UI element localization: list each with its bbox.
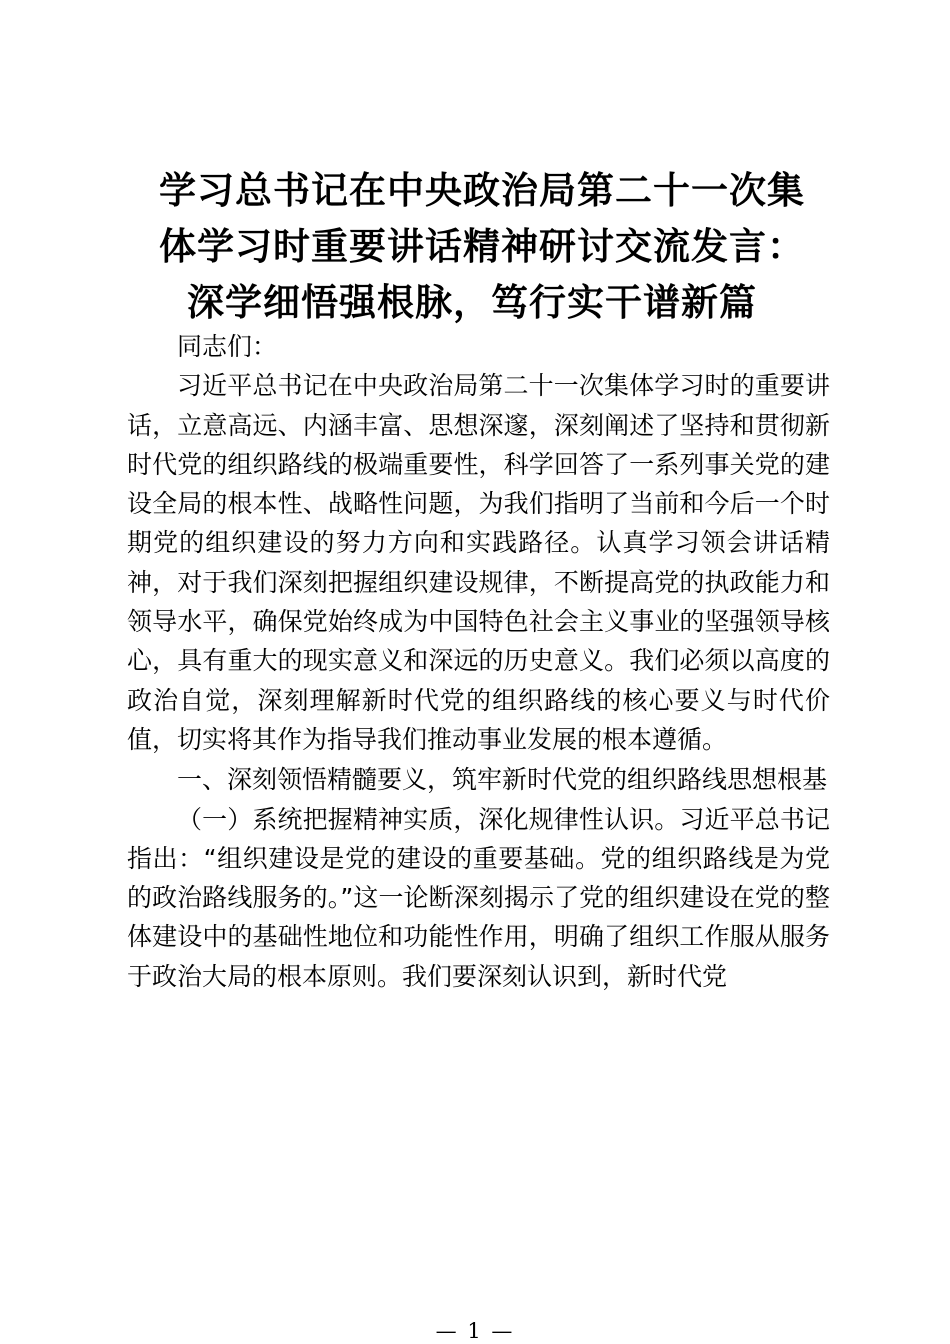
document-body: [127, 327, 830, 996]
section-heading-1: 一、深刻领悟精髓要义，筑牢新时代党的组织路线思想根基: [177, 765, 828, 795]
paragraph-subsection-1: （一）系统把握精神实质，深化规律性认识。习近平总书记指出：“组织建设是党的建设的重要基础。党的组织路线是为党的政治路线服务的。”这一论断深刻揭示了党的组织建设在党的整体建设中的基础性地位和功能性作用，明确了组织工作服从服务于政治大局的根本原则。我们要深刻认识到，新时代党: [127, 804, 830, 991]
paragraph-intro: 习近平总书记在中央政治局第二十一次集体学习时的重要讲话，立意高远、内涵丰富、思想深邃，深刻阐述了坚持和贯彻新时代党的组织路线的极端重要性，科学回答了一系列事关党的建设全局的根本性、战略性问题，为我们指明了当前和今后一个时期党的组织建设的努力方向和实践路径。认真学习领会讲话精神，对于我们深刻把握组织建设规律，不断提高党的执政能力和领导水平，确保党始终成为中国特色社会主义事业的坚强领导核心，具有重大的现实意义和深远的历史意义。我们必须以高度的政治自觉，深刻理解新时代党的组织路线的核心要义与时代价值，切实将其作为指导我们推动事业发展的根本遵循。: [127, 371, 830, 754]
document-title: [127, 162, 837, 330]
title-line-1: 学习总书记在中央政治局第二十一次集: [159, 168, 805, 212]
salutation: 同志们：: [177, 332, 278, 361]
title-line-2: 体学习时重要讲话精神研讨交流发言：: [159, 224, 805, 268]
title-line-3: 深学细悟强根脉，笃行实干谱新篇: [187, 280, 757, 324]
page-number: — 1 —: [435, 1319, 515, 1343]
